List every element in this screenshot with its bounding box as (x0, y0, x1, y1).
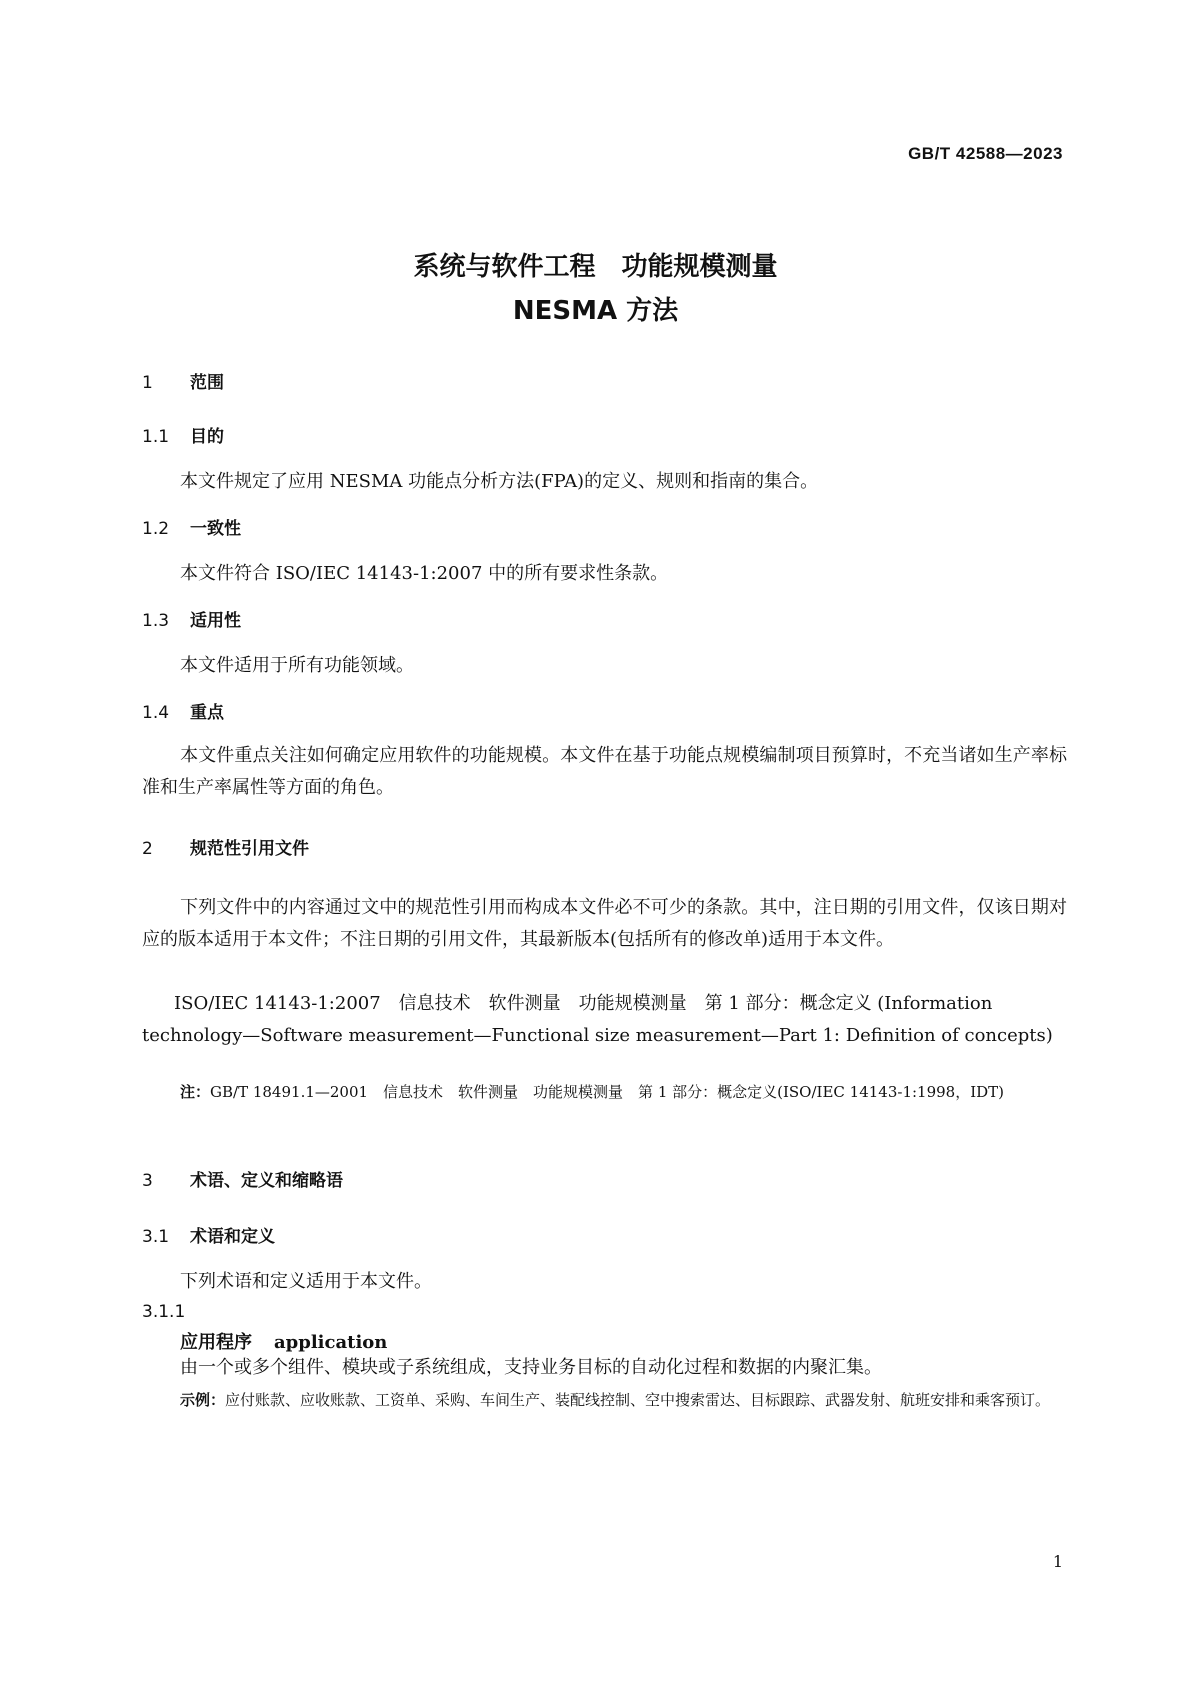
note-label: 注： (180, 1083, 211, 1101)
page-number: 1 (1052, 1552, 1063, 1571)
section-title: 术语、定义和缩略语 (190, 1171, 343, 1191)
section-title: 重点 (190, 703, 224, 723)
example (142, 1386, 1067, 1414)
term-zh: 应用程序 (180, 1332, 252, 1353)
section-number: 3.1 (142, 1227, 170, 1247)
section-number: 2 (142, 839, 153, 859)
paragraph-text: 本文件重点关注如何确定应用软件的功能规模。本文件在基于功能点规模编制项目预算时，不充当诸如生产率标准和生产率属性等方面的角色。 (142, 745, 1067, 798)
example-label: 示例： (180, 1391, 226, 1409)
note (180, 1078, 1067, 1106)
paragraph-text: 本文件符合 ISO/IEC 14143-1:2007 中的所有要求性条款。 (180, 563, 669, 584)
definition-text: 由一个或多个组件、模块或子系统组成，支持业务目标的自动化过程和数据的内聚汇集。 (180, 1357, 882, 1378)
section-number: 1 (142, 373, 153, 393)
reference-entry (142, 988, 1067, 1052)
section-title: 范围 (190, 373, 224, 393)
section-title: 目的 (190, 427, 224, 447)
paragraph-text: 本文件适用于所有功能领域。 (180, 655, 414, 676)
section-number: 3 (142, 1171, 153, 1191)
section-title: 一致性 (190, 519, 241, 539)
section-heading-1 (142, 368, 224, 393)
section-number: 1.2 (142, 519, 170, 539)
paragraph-purpose (142, 466, 1067, 498)
term-en: application (274, 1332, 388, 1353)
section-title: 适用性 (190, 611, 241, 631)
note-text: GB/T 18491.1—2001 信息技术 软件测量 功能规模测量 第 1 部分：概念定义(ISO/IEC 14143-1:1998，IDT) (210, 1083, 1005, 1101)
section-heading-1-1 (142, 422, 224, 447)
paragraph-text: 下列文件中的内容通过文中的规范性引用而构成本文件必不可少的条款。其中，注日期的引用文件，仅该日期对应的版本适用于本文件；不注日期的引用文件，其最新版本(包括所有的修改单)适用于本文件。 (142, 897, 1067, 950)
paragraph-conformance (142, 558, 1067, 590)
section-number: 1.4 (142, 703, 170, 723)
document-title: 系统与软件工程 功能规模测量 (413, 252, 778, 282)
section-heading-1-3 (142, 606, 241, 631)
section-title: 术语和定义 (190, 1227, 275, 1247)
example-text: 应付账款、应收账款、工资单、采购、车间生产、装配线控制、空中搜索雷达、目标跟踪、武器发射、航班安排和乘客预订。 (225, 1391, 1051, 1409)
term-definition (142, 1352, 1067, 1384)
section-heading-3-1 (142, 1222, 275, 1247)
section-number: 1.3 (142, 611, 170, 631)
section-title: 规范性引用文件 (190, 839, 309, 859)
paragraph-normative-references (142, 892, 1067, 956)
paragraph-terms-intro (142, 1266, 1067, 1298)
document-subtitle: NESMA 方法 (512, 296, 679, 326)
paragraph-focus (142, 740, 1067, 804)
section-heading-1-2 (142, 514, 241, 539)
paragraph-text: 本文件规定了应用 NESMA 功能点分析方法(FPA)的定义、规则和指南的集合。 (180, 471, 819, 492)
section-heading-1-4 (142, 698, 224, 723)
paragraph-text: 下列术语和定义适用于本文件。 (180, 1271, 432, 1292)
term-number: 3.1.1 (142, 1302, 186, 1322)
term-entry (180, 1328, 387, 1354)
section-heading-2 (142, 834, 309, 859)
section-heading-3 (142, 1166, 343, 1191)
standard-number: GB/T 42588—2023 (908, 144, 1063, 163)
paragraph-applicability (142, 650, 1067, 682)
reference-text: ISO/IEC 14143-1:2007 信息技术 软件测量 功能规模测量 第 1 部分：概念定义 (Information technology—Software measurement—Functional size measurement—Part 1: Definition of concepts) (142, 993, 1053, 1046)
section-number: 1.1 (142, 427, 170, 447)
